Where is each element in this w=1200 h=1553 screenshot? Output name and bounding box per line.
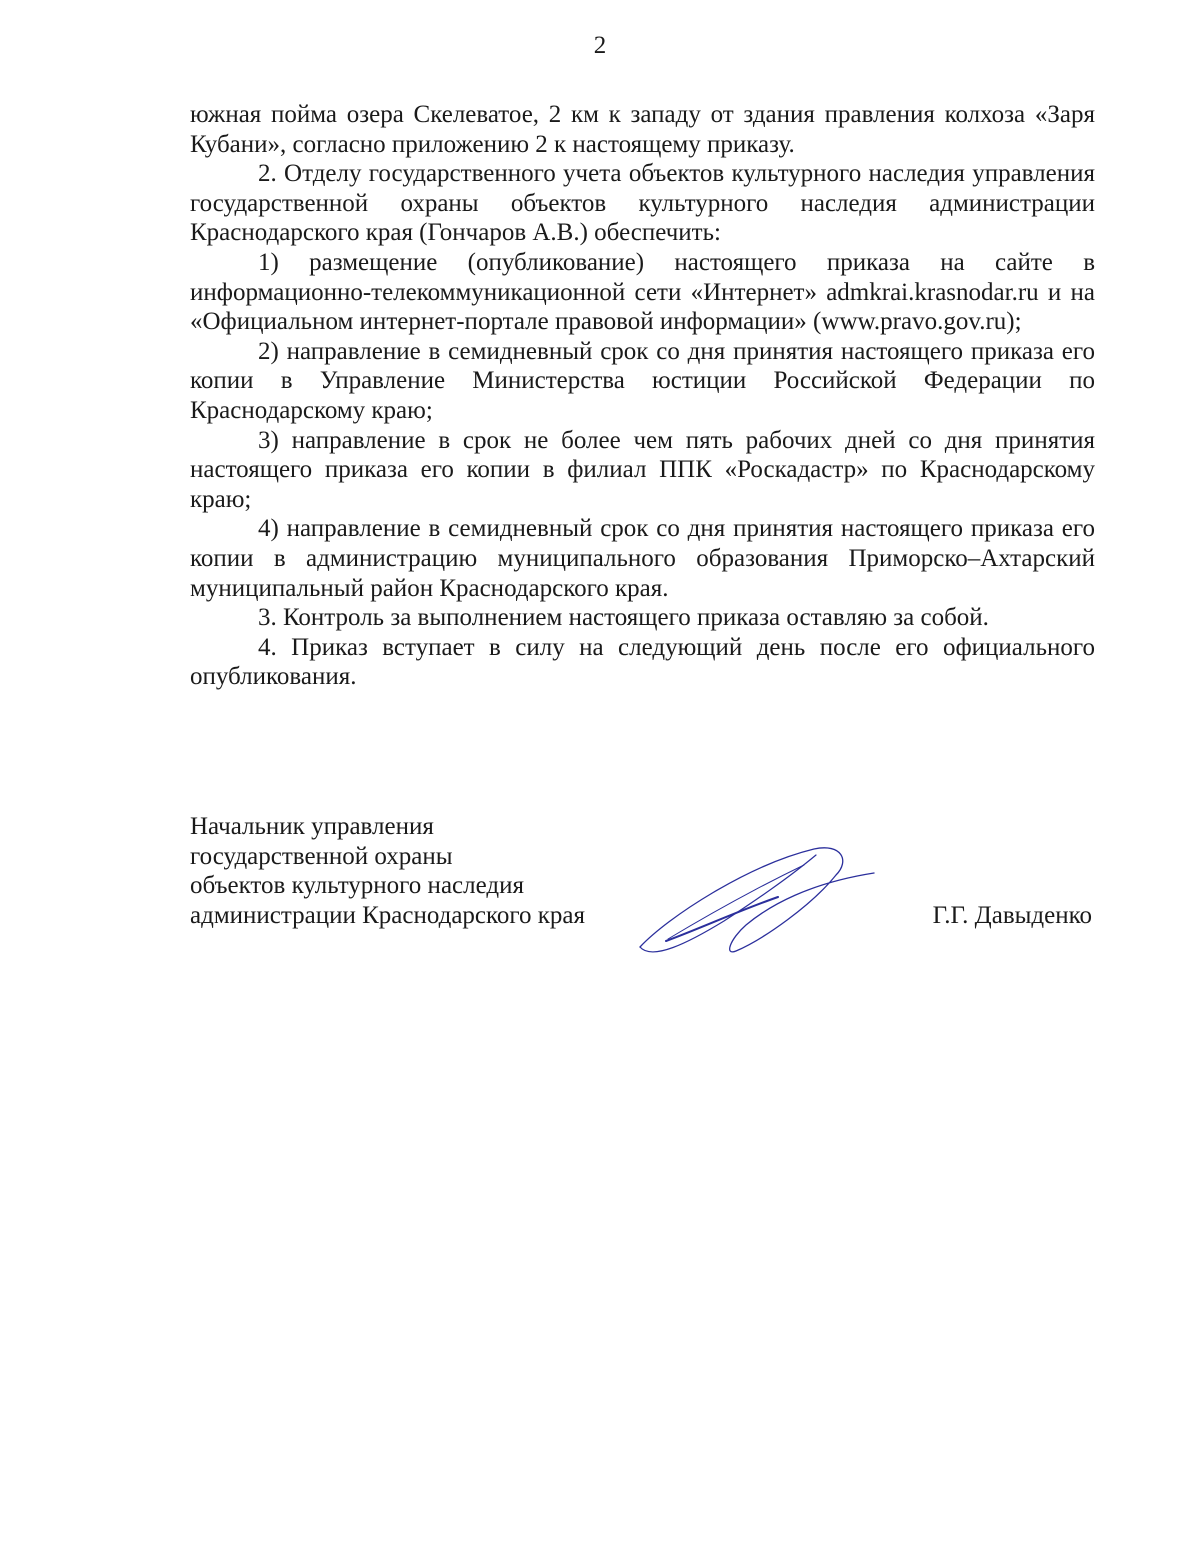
- paragraph-item-2: 2. Отделу государственного учета объектов культурного наследия управления государственной охраны объектов культурного наследия администрации Краснодарского края (Гончаров А.В.) обеспечить:: [190, 160, 1095, 247]
- signatory-name: Г.Г. Давыденко: [932, 902, 1092, 929]
- signature-stroke: [666, 897, 778, 941]
- handwritten-signature: [628, 835, 878, 965]
- signature-stroke: [640, 855, 816, 952]
- paragraph-subitem-4: 4) направление в семидневный срок со дня принятия настоящего приказа его копии в администрацию муниципального образования Приморско–Ахтарский муниципальный район Краснодарского края.: [190, 515, 1095, 602]
- document-body: [190, 100, 1095, 692]
- signatory-position-line: Начальник управления: [190, 813, 434, 840]
- signature-stroke: [668, 865, 804, 939]
- signatory-position-line: объектов культурного наследия: [190, 872, 524, 900]
- signature-stroke: [640, 848, 874, 952]
- page-number: 2: [593, 32, 607, 59]
- signatory-position-line: государственной охраны: [190, 842, 453, 870]
- paragraph-continuation: южная пойма озера Скелеватое, 2 км к западу от здания правления колхоза «Заря Кубани», согласно приложению 2 к настоящему приказу.: [190, 101, 1095, 158]
- paragraph-item-4: 4. Приказ вступает в силу на следующий день после его официального опубликования.: [190, 633, 1095, 691]
- paragraph-item-3: 3. Контроль за выполнением настоящего приказа оставляю за собой.: [258, 604, 989, 632]
- paragraph-subitem-1: 1) размещение (опубликование) настоящего приказа на сайте в информационно-телекоммуникационной сети «Интернет» admkrai.krasnodar.ru и на «Официальном интернет-портале правовой информации» (www.pravo.gov.ru);: [190, 248, 1095, 336]
- signatory-position: [190, 812, 585, 930]
- signatory-position-line: администрации Краснодарского края: [190, 901, 586, 929]
- paragraph-subitem-3: 3) направление в срок не более чем пять рабочих дней со дня принятия настоящего приказа его копии в филиал ППК «Роскадастр» по Краснодарскому краю;: [190, 426, 1095, 513]
- paragraph-subitem-2: 2) направление в семидневный срок со дня принятия настоящего приказа его копии в Управление Министерства юстиции Российской Федерации по Краснодарскому краю;: [190, 337, 1095, 424]
